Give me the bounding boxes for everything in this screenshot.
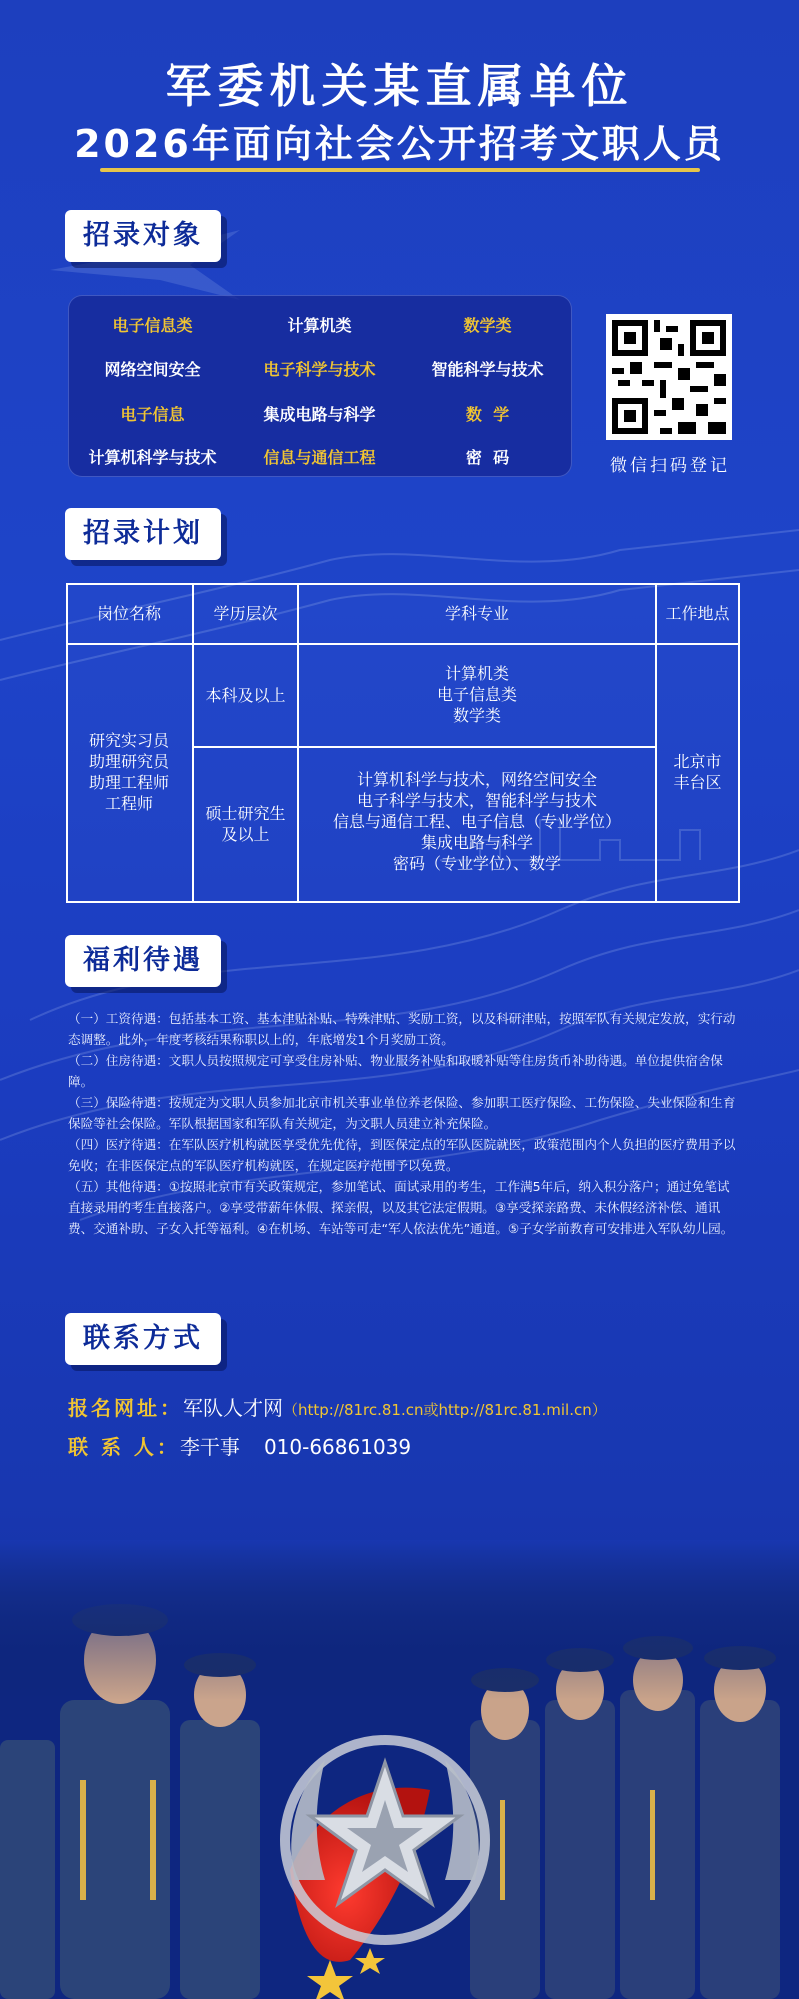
header-position: 岗位名称 <box>96 604 161 623</box>
major-line: 计算机科学与技术，网络空间安全 <box>356 770 597 789</box>
signup-url[interactable]: （http://81rc.81.cn或http://81rc.81.mil.cn） <box>283 1401 607 1419</box>
major-line: 电子科学与技术，智能科学与技术 <box>356 791 597 810</box>
major-line: 电子信息类 <box>436 685 517 704</box>
major-item: 密 码 <box>465 448 510 467</box>
benefit-paragraph: （三）保险待遇：按规定为文职人员参加北京市机关事业单位养老保险、参加职工医疗保险、工伤保险、失业保险和生育保险等社会保险。军队根据国家和军队有关规定，为文职人员建立补充保险。 <box>68 1095 736 1131</box>
major-item: 数 学 <box>465 405 510 424</box>
work-location <box>657 751 738 793</box>
position-names <box>66 730 192 814</box>
position-name: 工程师 <box>104 794 153 813</box>
section-title-benefits: 福利待遇 <box>65 935 221 987</box>
major-item: 电子信息 <box>120 405 185 424</box>
title-underline <box>100 168 700 172</box>
major-item: 智能科学与技术 <box>431 360 544 379</box>
header-majors: 学科专业 <box>444 604 509 623</box>
row2-majors <box>299 769 655 874</box>
position-name: 助理研究员 <box>88 752 169 771</box>
major-item: 网络空间安全 <box>104 360 201 379</box>
benefits-text <box>68 1008 740 1239</box>
major-line: 信息与通信工程、电子信息（专业学位） <box>332 812 621 831</box>
location-line: 丰台区 <box>673 773 722 792</box>
person-key: 联 系 人： <box>68 1435 180 1459</box>
contact-person-row <box>68 1431 411 1460</box>
section-title-plan: 招录计划 <box>65 508 221 560</box>
major-item: 信息与通信工程 <box>263 448 376 467</box>
major-line: 集成电路与科学 <box>420 833 533 852</box>
position-name: 助理工程师 <box>88 773 169 792</box>
soldiers-emblem-illustration <box>0 1540 799 1999</box>
signup-key: 报名网址： <box>68 1396 183 1420</box>
header-location: 工作地点 <box>665 604 730 623</box>
major-item: 集成电路与科学 <box>263 405 376 424</box>
poster-title-line2: 2026年面向社会公开招考文职人员 <box>74 122 725 166</box>
qr-code[interactable] <box>606 314 732 440</box>
benefit-paragraph: （二）住房待遇：文职人员按照规定可享受住房补贴、物业服务补贴和取暖补贴等住房货币补助待遇。单位提供宿舍保障。 <box>68 1053 723 1089</box>
major-line: 计算机类 <box>444 664 509 683</box>
location-line: 北京市 <box>673 752 722 771</box>
benefit-paragraph: （一）工资待遇：包括基本工资、基本津贴补贴、特殊津贴、奖励工资，以及科研津贴，按照军队有关规定发放，实行动态调整。此外，年度考核结果称职以上的，年底增发1个月奖励工资。 <box>68 1011 736 1047</box>
poster-title-line1: 军委机关某直属单位 <box>165 59 634 113</box>
major-item: 计算机类 <box>287 316 352 335</box>
major-line: 数学类 <box>452 706 501 725</box>
signup-site: 军队人才网 <box>183 1396 283 1420</box>
major-item: 电子科学与技术 <box>263 360 376 379</box>
benefit-paragraph: （五）其他待遇：①按照北京市有关政策规定，参加笔试、面试录用的考生，工作满5年后，纳入积分落户；通过免笔试直接录用的考生直接落户。②享受带薪年休假、探亲假，以及其它法定假期。③享受探亲路费、未休假经济补偿、通讯费、交通补助、子女入托等福利。④在机场、车站等可走“军人依法优先”通道。⑤子女学前教育可安排进入军队幼儿园。 <box>68 1179 734 1236</box>
qr-label: 微信扫码登记 <box>610 456 730 476</box>
level-line: 及以上 <box>221 825 270 844</box>
major-item: 计算机科学与技术 <box>88 448 217 467</box>
person-name: 李干事 <box>179 1435 240 1459</box>
section-title-contact: 联系方式 <box>65 1313 221 1365</box>
major-item: 数学类 <box>463 316 512 335</box>
majors-panel <box>68 295 572 477</box>
row1-majors <box>299 663 655 726</box>
major-item: 电子信息类 <box>112 316 193 335</box>
header-education: 学历层次 <box>213 604 278 623</box>
section-title-targets: 招录对象 <box>65 210 221 262</box>
benefit-paragraph: （四）医疗待遇：在军队医疗机构就医享受优先优待，到医保定点的军队医院就医，政策范围内个人负担的医疗费用予以免收；在非医保定点的军队医疗机构就医，在规定医疗范围予以免费。 <box>68 1137 736 1173</box>
major-line: 密码（专业学位）、数学 <box>392 854 561 873</box>
plan-table <box>66 583 740 903</box>
phone-number: 010-66861039 <box>263 1435 412 1459</box>
row2-level <box>194 803 297 845</box>
qr-code-icon <box>606 314 732 440</box>
signup-row <box>68 1392 607 1421</box>
row1-level: 本科及以上 <box>205 686 286 705</box>
level-line: 硕士研究生 <box>205 804 286 823</box>
position-name: 研究实习员 <box>88 731 169 750</box>
